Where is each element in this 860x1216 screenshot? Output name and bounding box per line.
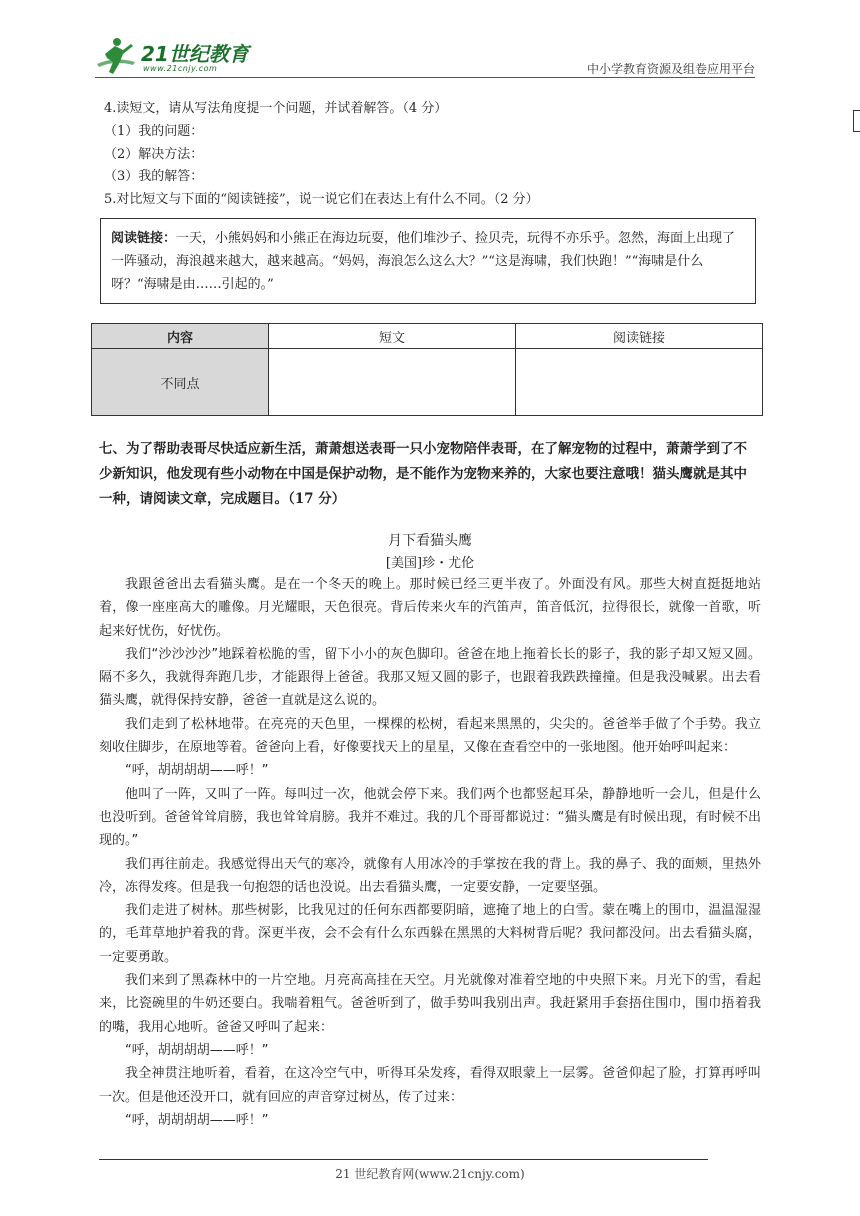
article-author: [美国]珍・尤伦: [385, 556, 475, 571]
paragraph: “呼，胡胡胡胡——呼！”: [125, 1042, 269, 1058]
paragraph: “呼，胡胡胡胡——呼！”: [125, 763, 269, 779]
reading-link-box: [100, 218, 756, 304]
paragraph: 我们再往前走。我感觉得出天气的寒冷，就像有人用冰冷的手掌按在我的背上。我的鼻子、我的面颊，里热外冷，冻得发疼。但是我一句抱怨的话也没说。出去看猫头鹰，一定要安静，一定要坚强。: [99, 856, 761, 895]
paragraph: 我跟爸爸出去看猫头鹰。是在一个冬天的晚上。那时候已经三更半夜了。外面没有风。那些大树直挺挺地站着，像一座座高大的雕像。月光耀眼，天色很亮。背后传来火车的汽笛声，笛音低沉，拉得很长，就像一首歌，听起来好忧伤，好忧伤。: [99, 577, 761, 639]
paragraph: 我们走到了松林地带。在亮亮的天色里，一棵棵的松树，看起来黑黑的，尖尖的。爸爸举手做了个手势。我立刻收住脚步，在原地等着。爸爸向上看，好像要找天上的星星，又像在查看空中的一张地图。他开始呼叫起来：: [99, 716, 761, 756]
reading-link-text: 一天，小熊妈妈和小熊正在海边玩耍，他们堆沙子、捡贝壳，玩得不亦乐乎。忽然，海面上出现了一阵骚动，海浪越来越大，越来越高。“妈妈，海浪怎么这么大？”“这是海啸，我们快跑！”“海啸是什么呀？“海啸是由……引起的。”: [111, 231, 736, 292]
margin-bracket: [853, 110, 860, 132]
paragraph: “呼，胡胡胡胡——呼！”: [125, 1112, 269, 1128]
table-header-passage: 短文: [269, 324, 516, 349]
paragraph: 我们走进了树林。那些树影，比我见过的任何东西都要阴暗，遮掩了地上的白雪。蒙在嘴上的围巾，温温湿湿的，毛茸草地护着我的背。深更半夜，会不会有什么东西躲在黑黑的大料树背后呢？我问都没问。出去看猫头腐，一定要勇敢。: [99, 903, 761, 965]
article-title: 月下看猫头鹰: [388, 533, 472, 549]
table-header-link: 阅读链接: [516, 324, 763, 349]
footer-divider: [99, 1159, 708, 1160]
question-5: 5.对比短文与下面的“阅读链接”，说一说它们在表达上有什么不同。（2 分）: [104, 192, 539, 207]
paragraph: 我们“沙沙沙沙”地踩着松脆的雪，留下小小的灰色脚印。爸爸在地上拖着长长的影子，我的影子却又短又圆。隔不多久，我就得奔跑几步，才能跟得上爸爸。我那又短又圆的影子，也跟着我跌跌撞撞。但是我没喊累。出去看猫头鹰，就得保持安静，爸爸一直就是这么说的。: [99, 646, 761, 709]
question-4-3: （3）我的解答：: [104, 169, 204, 184]
logo-title: 21世纪教育: [141, 42, 249, 66]
comparison-table: [91, 323, 763, 416]
table-header-content: 内容: [92, 324, 269, 349]
question-4: 4.读短文，请从写法角度提一个问题，并试着解答。（4 分）: [104, 101, 448, 116]
logo-url: www.21cnjy.com: [143, 64, 218, 73]
table-cell-passage[interactable]: [269, 349, 516, 416]
footer-text: 21 世纪教育网(www.21cnjy.com): [335, 1167, 525, 1181]
paragraph: 我全神贯注地听着，看着，在这冷空气中，听得耳朵发疼，看得双眼蒙上一层雾。爸爸仰起了脸，打算再呼叫一次。但是他还没开口，就有回应的声音穿过树丛，传了过来：: [99, 1066, 761, 1105]
header-divider: [95, 77, 755, 78]
question-4-1: （1）我的问题：: [104, 124, 204, 139]
section-seven: 七、为了帮助表哥尽快适应新生活，萧萧想送表哥一只小宠物陪伴表哥，在了解宠物的过程中，萧萧学到了不少新知识，他发现有些小动物在中国是保护动物，是不能作为宠物来养的，大家也要注意哦！猫头鹰就是其中一种，请阅读文章，完成题目。（17 分）: [99, 441, 747, 507]
paragraph: 我们来到了黑森林中的一片空地。月亮高高挂在天空。月光就像对准着空地的中央照下来。月光下的雪，看起来，比瓷碗里的牛奶还要白。我喘着粗气。爸爸听到了，做手势叫我别出声。我赶紧用手套捂住围巾，围巾捂着我的嘴，我用心地听。爸爸又呼叫了起来：: [99, 973, 761, 1035]
question-4-2: （2）解决方法：: [104, 147, 204, 162]
table-cell-link[interactable]: [516, 349, 763, 416]
table-row-label: 不同点: [92, 349, 269, 416]
article-body: [99, 573, 761, 1132]
logo: [95, 34, 255, 78]
platform-name: 中小学教育资源及组卷应用平台: [586, 62, 755, 76]
paragraph: 他叫了一阵，又叫了一阵。每叫过一次，他就会停下来。我们两个也都竖起耳朵，静静地听一会儿，但是什么也没听到。爸爸耸耸肩膀，我也耸耸肩膀。我并不难过。我的几个哥哥都说过：“猫头鹰是有时候出现，有时候不出现的。”: [99, 786, 761, 849]
reading-link-label: 阅读链接：: [111, 231, 177, 246]
